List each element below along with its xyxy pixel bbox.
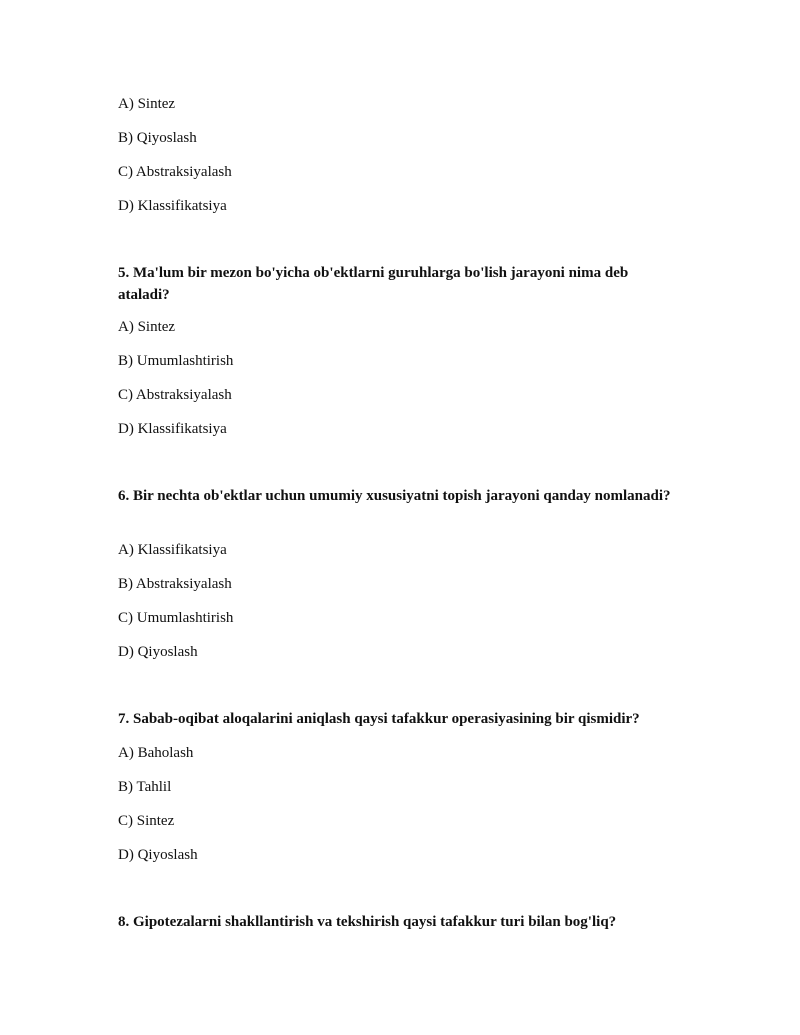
question-6: 6. Bir nechta ob'ektlar uchun umumiy xususiyatni topish jarayoni qanday nomlanadi? (118, 488, 671, 504)
question-5-option-d: D) Klassifikatsiya (118, 421, 227, 437)
option-prev-b: B) Qiyoslash (118, 130, 197, 146)
question-8: 8. Gipotezalarni shakllantirish va tekshirish qaysi tafakkur turi bilan bog'liq? (118, 914, 617, 930)
question-7: 7. Sabab-oqibat aloqalarini aniqlash qaysi tafakkur operasiyasining bir qismidir? (118, 711, 640, 727)
question-5-option-b: B) Umumlashtirish (118, 353, 234, 369)
question-6-option-a: A) Klassifikatsiya (118, 542, 227, 558)
question-6-option-b: B) Abstraksiyalash (118, 576, 232, 592)
option-prev-a: A) Sintez (118, 96, 176, 112)
question-5-option-c: C) Abstraksiyalash (118, 387, 232, 403)
option-prev-d: D) Klassifikatsiya (118, 198, 227, 214)
question-5-option-a: A) Sintez (118, 319, 176, 335)
question-5: 5. Ma'lum bir mezon bo'yicha ob'ektlarni guruhlarga bo'lish jarayoni nima deb ataladi? (118, 265, 629, 303)
question-7-option-b: B) Tahlil (118, 779, 172, 795)
question-6-option-d: D) Qiyoslash (118, 644, 198, 660)
question-6-option-c: C) Umumlashtirish (118, 610, 234, 626)
question-7-option-c: C) Sintez (118, 813, 175, 829)
option-prev-c: C) Abstraksiyalash (118, 164, 232, 180)
question-7-option-d: D) Qiyoslash (118, 847, 198, 863)
question-7-option-a: A) Baholash (118, 745, 194, 761)
